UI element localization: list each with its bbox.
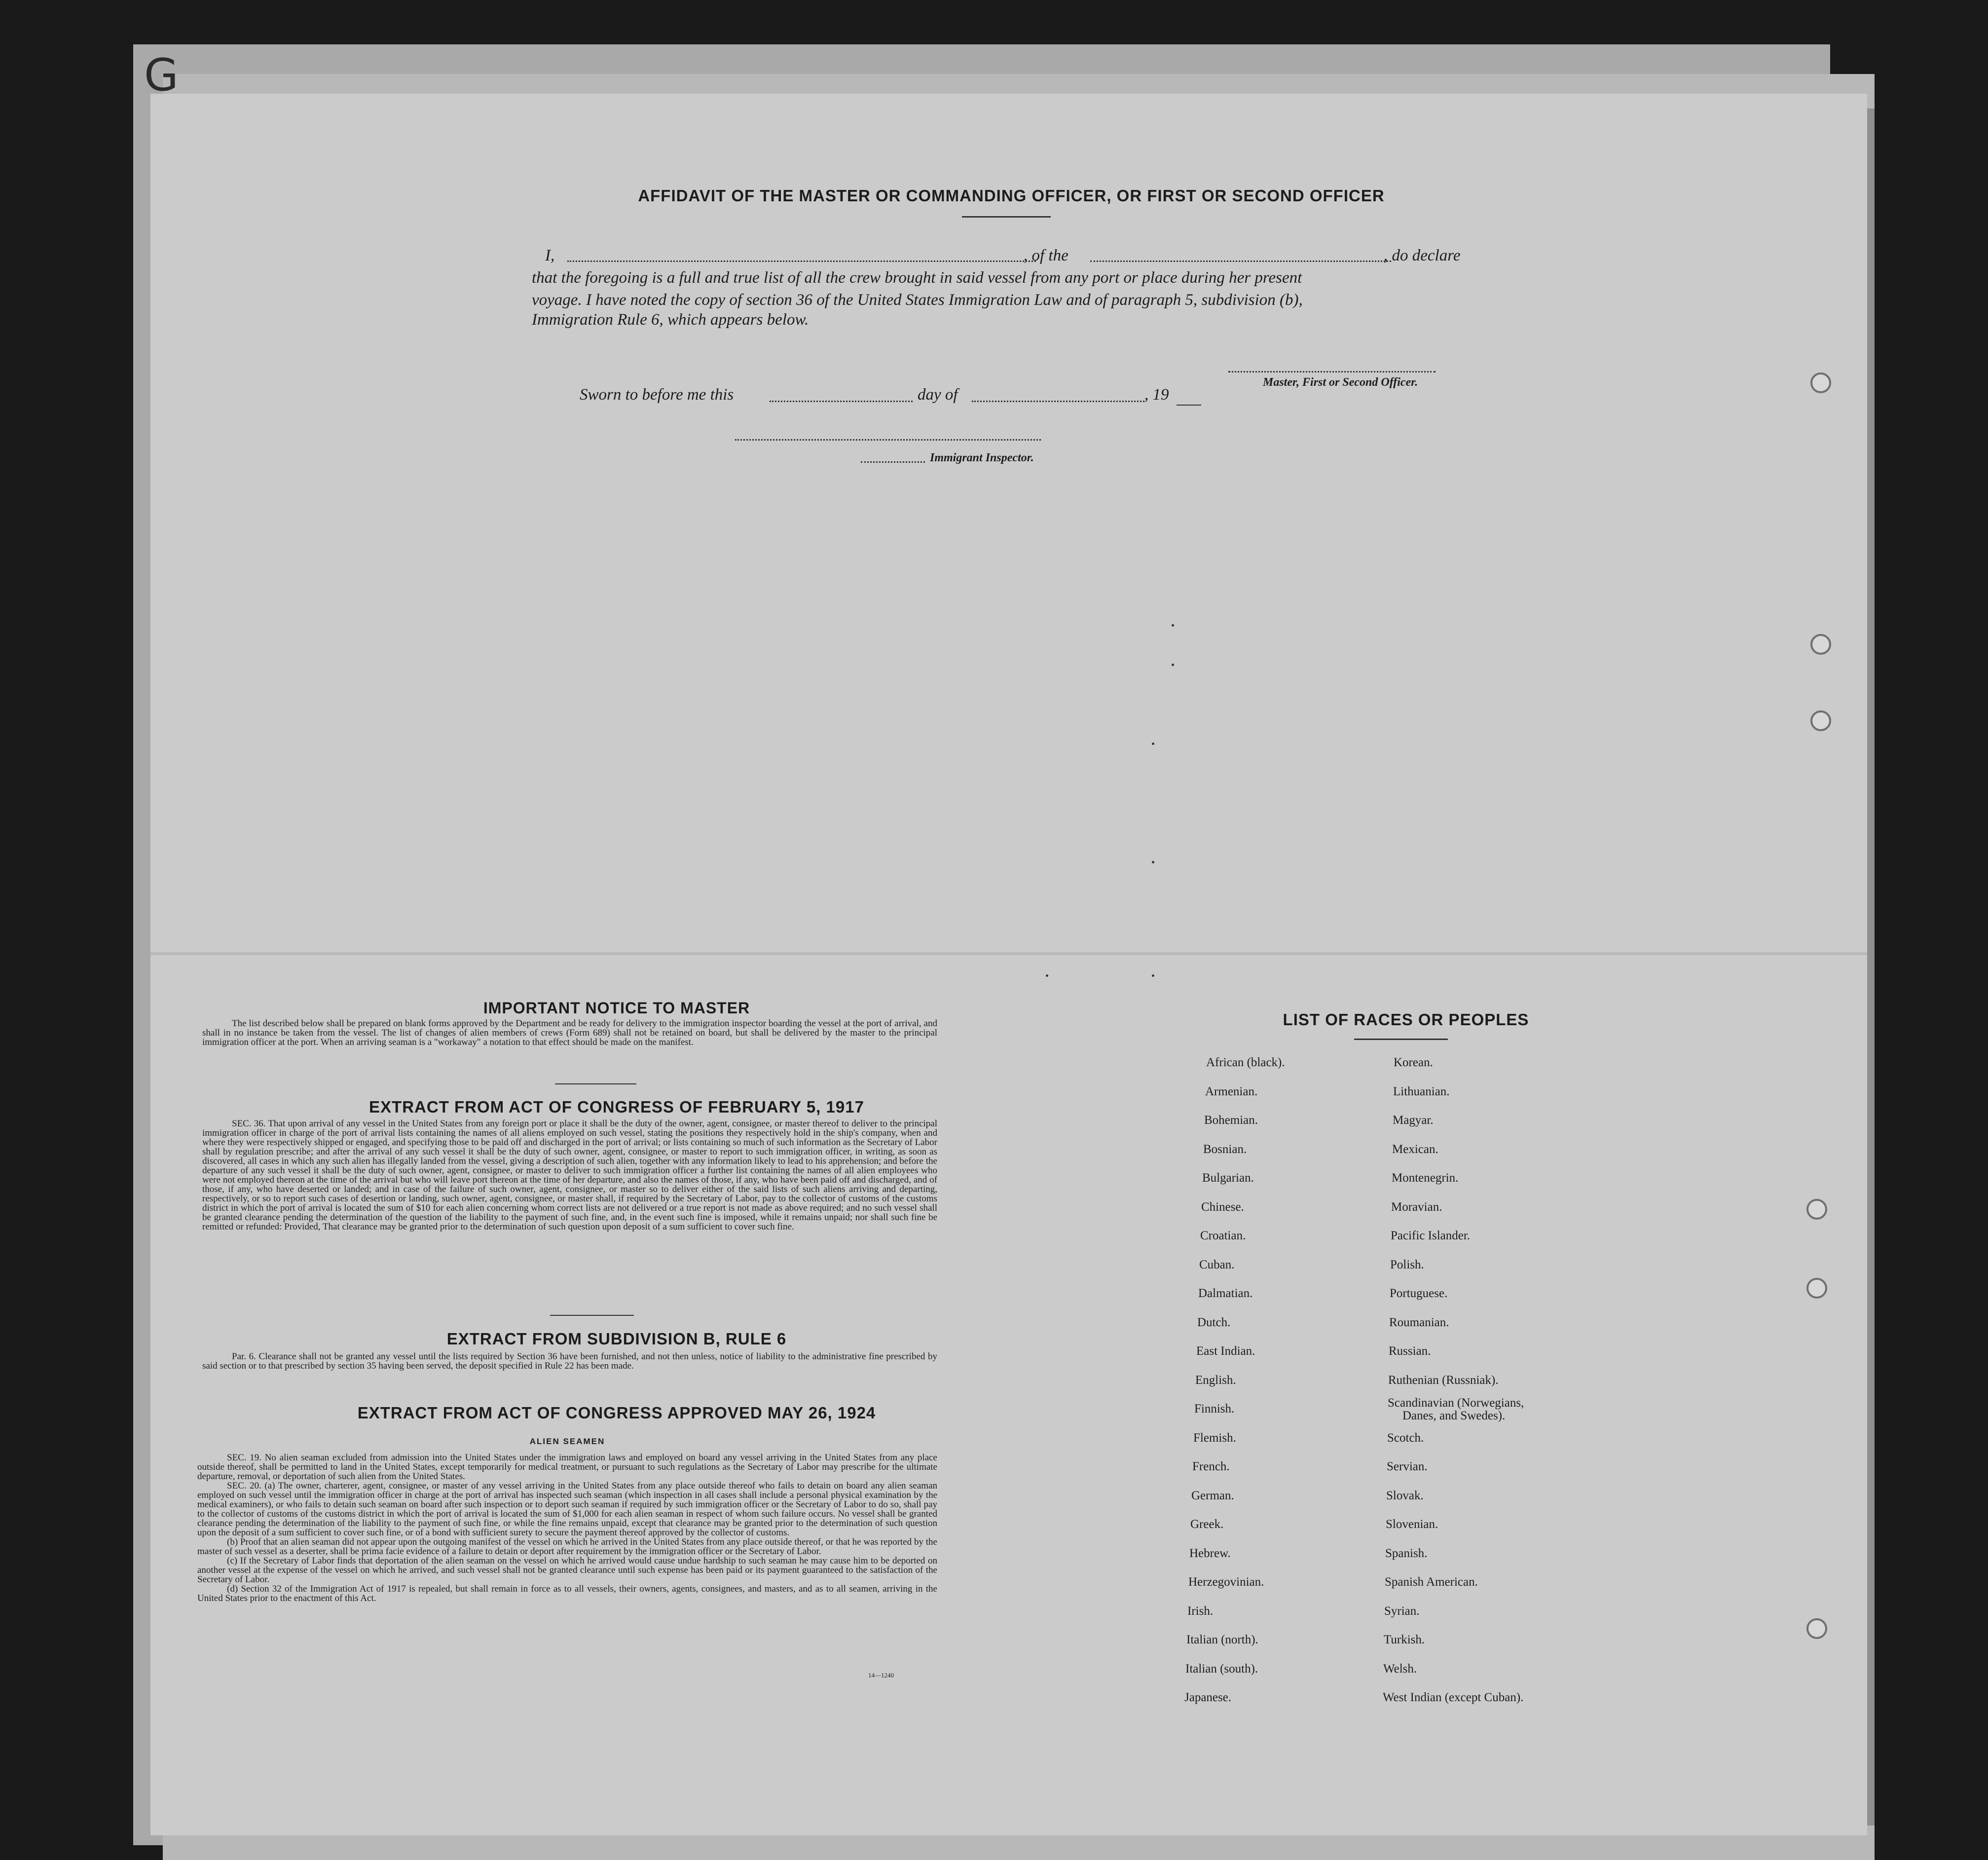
race-item: Scandinavian (Norwegians, bbox=[1388, 1396, 1524, 1410]
race-item: Italian (north). bbox=[1186, 1633, 1258, 1646]
race-item: Greek. bbox=[1190, 1518, 1224, 1531]
race-item: Russian. bbox=[1389, 1344, 1431, 1358]
inspector-prefix-dots bbox=[861, 461, 925, 463]
race-item: Croatian. bbox=[1200, 1229, 1246, 1242]
notice-title: IMPORTANT NOTICE TO MASTER bbox=[483, 999, 750, 1017]
race-item: Servian. bbox=[1387, 1460, 1428, 1473]
punch-hole bbox=[1810, 634, 1831, 655]
affidavit-declare-text: , do declare bbox=[1384, 247, 1461, 264]
extract-rule6-text: Par. 6. Clearance shall not be granted any vessel until the lists required by Section 36 have been furnished, and not then unless, notice of liability to the administrative fine prescribed by said section or to that prescribed by section 35 having been served, the deposit specified in Rule 22 has been made. bbox=[202, 1351, 937, 1371]
page-fold bbox=[150, 952, 1867, 955]
race-item: Armenian. bbox=[1205, 1084, 1258, 1098]
inspector-label: Immigrant Inspector. bbox=[930, 451, 1034, 464]
sec19-text: SEC. 19. No alien seaman excluded from admission into the United States under the immigration laws and employed on board any vessel arriving in the United States from any place outside thereof, shall be permitted to land in the United States, except temporarily for medical treatment, or pursuant to such regulations as the Secretary of Labor may prescribe for the ultimate departure, removal, or deportation of such alien from the United States. bbox=[197, 1452, 937, 1482]
race-item: Irish. bbox=[1187, 1604, 1214, 1618]
race-item: Mexican. bbox=[1392, 1142, 1438, 1156]
notice-text: The list described below shall be prepared on blank forms approved by the Department and be ready for delivery to the immigration inspector boarding the vessel at the port of arrival, and shall in no instance be taken from the vessel. The list of changes of alien members of crews (Form 689) shall not be retained on board, but shall be delivered by the master to the principal immigration officer at the port. When an arriving seaman is a "workaway" a notation to that effect should be made on the manifest. bbox=[202, 1018, 937, 1047]
speck bbox=[1152, 861, 1154, 863]
officer-signature-label: Master, First or Second Officer. bbox=[1263, 376, 1418, 389]
race-item: Slovenian. bbox=[1386, 1518, 1438, 1531]
race-item: Dutch. bbox=[1197, 1315, 1231, 1329]
race-item: Chinese. bbox=[1201, 1200, 1244, 1214]
sec20a-text: SEC. 20. (a) The owner, charterer, agent, consignee, or master of any vessel arriving in the United States from any place outside thereof who fails to detain on board any alien seaman employed on such vessel until the immigration officer in charge at the port of arrival has inspected such seaman (which inspection in all cases shall include a personal physical examination by the medical examiners), or who fails to detain such seaman on board after such inspection or to deport such seaman if required by such immigration officer or the Secretary of Labor to do so, shall pay to the collector of customs of the customs district in which the port of arrival is located the sum of $1,000 for each alien seaman in respect of whom such failure occurs. No vessel shall be granted clearance pending the determination of the liability to the payment of such fine, or while the fine remains unpaid, except that clearance may be granted prior to the determination of such question upon the deposit of a sum sufficient to cover such fine, or of a bond with sufficient surety to secure the payment thereof approved by the collector of customs. bbox=[197, 1481, 937, 1538]
race-item: Japanese. bbox=[1184, 1691, 1232, 1704]
race-item: Scotch. bbox=[1387, 1431, 1424, 1445]
punch-hole bbox=[1810, 372, 1831, 393]
extract-rule6-title: EXTRACT FROM SUBDIVISION B, RULE 6 bbox=[446, 1330, 787, 1348]
punch-hole bbox=[1806, 1199, 1827, 1220]
extract-1917-text: SEC. 36. That upon arrival of any vessel in the United States from any foreign port or place it shall be the duty of the owner, agent, consignee, or master thereof to deliver to the principal immigration officer in charge of the port of arrival lists containing the names of all aliens employed on such vessel, stating the positions they respectively hold in the ship's company, when and where they were respectively shipped or engaged, and specifying those to be paid off and discharged in the port of arrival; or lists containing so much of such information as the Secretary of Labor shall by regulation prescribe; and after the arrival of any such vessel it shall be the duty of such owner, agent, consignee, or master to report to such immigration officer, in writing, as soon as discovered, all cases in which any such alien has illegally landed from the vessel, giving a description of such alien, together with any information likely to lead to his apprehension; and before the departure of any such vessel it shall be the duty of such owner, agent, consignee, or master to deliver to such immigration officer a further list containing the names of all alien employees who were not employed thereon at the time of the arrival but who will leave port thereon at the time of her departure, and also the names of those, if any, who have been paid off and discharged, and of those, if any, who have deserted or landed; and in case of the failure of such owner, agent, consignee, or master so to deliver either of the said lists of such aliens arriving and departing, respectively, or so to report such cases of desertion or landing, such owner, agent, consignee, or master shall, if required by the Secretary of Labor, pay to the collector of customs of the customs district in which the port of arrival is located the sum of $10 for each alien concerning whom correct lists are not delivered or a true report is not made as above required; and no such vessel shall be granted clearance pending the determination of the question of the liability to the payment of such fine, and, in the event such fine is imposed, while it remains unpaid; nor shall such fine be remitted or refunded: Provided, That clearance may be granted prior to the determination of such question upon deposit of a sum sufficient to cover such fine. bbox=[202, 1118, 937, 1232]
sworn-day-blank[interactable] bbox=[770, 401, 913, 402]
sec20b-text: (b) Proof that an alien seaman did not appear upon the outgoing manifest of the vessel on which he arrived in the United States from any place outside thereof, or that he was reported by the master of such vessel as a deserter, shall be prima facie evidence of a failure to detain or deport after requirement by the immigration officer or the Secretary of Labor. bbox=[197, 1537, 937, 1557]
officer-signature-blank[interactable] bbox=[1228, 371, 1436, 372]
punch-hole bbox=[1810, 710, 1831, 731]
race-item: Cuban. bbox=[1199, 1258, 1235, 1271]
affidavit-body-line: Immigration Rule 6, which appears below. bbox=[532, 311, 809, 329]
races-title-underline bbox=[1354, 1039, 1448, 1040]
vessel-name-blank[interactable] bbox=[1090, 260, 1391, 262]
race-item: French. bbox=[1192, 1460, 1230, 1473]
race-item: Flemish. bbox=[1193, 1431, 1236, 1445]
section-divider bbox=[555, 1083, 636, 1084]
race-item: Slovak. bbox=[1386, 1488, 1424, 1502]
affidavit-declarant-prefix: I, bbox=[545, 247, 555, 264]
affidavit-body-line: voyage. I have noted the copy of section 36 of the United States Immigration Law and of paragraph 5, subdivision (b), bbox=[532, 291, 1303, 309]
speck bbox=[1152, 974, 1154, 977]
punch-hole bbox=[1806, 1278, 1827, 1299]
race-item: Korean. bbox=[1394, 1056, 1433, 1069]
race-item: German. bbox=[1191, 1488, 1234, 1502]
declarant-name-blank[interactable] bbox=[567, 260, 1036, 262]
sworn-month-blank[interactable] bbox=[972, 401, 1144, 402]
race-item: Turkish. bbox=[1384, 1633, 1425, 1646]
affidavit-title: AFFIDAVIT OF THE MASTER OR COMMANDING OFFICER, OR FIRST OR SECOND OFFICER bbox=[638, 186, 1385, 205]
corner-handwritten-mark: G bbox=[144, 49, 179, 101]
form-number: 14—1240 bbox=[868, 1672, 894, 1679]
speck bbox=[1172, 664, 1174, 666]
punch-hole bbox=[1806, 1618, 1827, 1639]
sec20c-text: (c) If the Secretary of Labor finds that deportation of the alien seaman on the vessel on which he arrived would cause undue hardship to such seaman he may cause him to be deported on another vessel at the expense of the vessel on which he arrived, and such vessel shall not be granted clearance until such expense has been paid or its payment guaranteed to the satisfaction of the Secretary of Labor. bbox=[197, 1556, 937, 1585]
race-item: Syrian. bbox=[1384, 1604, 1420, 1618]
inspector-signature-blank[interactable] bbox=[735, 439, 1041, 441]
race-item: Welsh. bbox=[1383, 1662, 1417, 1675]
race-item: Italian (south). bbox=[1185, 1662, 1258, 1675]
race-item: Roumanian. bbox=[1389, 1315, 1449, 1329]
race-item: Dalmatian. bbox=[1198, 1287, 1253, 1300]
section-divider bbox=[550, 1315, 634, 1316]
race-item: Hebrew. bbox=[1189, 1546, 1231, 1560]
speck bbox=[1046, 974, 1048, 977]
race-item: Lithuanian. bbox=[1393, 1084, 1450, 1098]
title-underline bbox=[962, 216, 1051, 218]
race-item: Bosnian. bbox=[1203, 1142, 1247, 1156]
race-item: East Indian. bbox=[1196, 1344, 1255, 1358]
affidavit-body-line: that the foregoing is a full and true list of all the crew brought in said vessel from any port or place during her present bbox=[532, 269, 1302, 287]
alien-seamen-heading: ALIEN SEAMEN bbox=[529, 1437, 605, 1446]
race-item: Herzegovinian. bbox=[1188, 1575, 1264, 1589]
sworn-year-blank[interactable] bbox=[1177, 405, 1201, 406]
speck bbox=[1152, 743, 1154, 745]
race-item: Polish. bbox=[1390, 1258, 1424, 1271]
race-item: African (black). bbox=[1206, 1056, 1285, 1069]
speck bbox=[1172, 624, 1174, 627]
extract-1924-title: EXTRACT FROM ACT OF CONGRESS APPROVED MAY 26, 1924 bbox=[357, 1404, 876, 1422]
race-item: Portuguese. bbox=[1390, 1287, 1448, 1300]
affidavit-of-the-text: , of the bbox=[1024, 247, 1068, 264]
race-item: Spanish American. bbox=[1385, 1575, 1478, 1589]
race-item: Bulgarian. bbox=[1202, 1171, 1254, 1185]
sworn-year-prefix: , 19 bbox=[1144, 386, 1169, 404]
race-item: Montenegrin. bbox=[1392, 1171, 1459, 1185]
race-item: Moravian. bbox=[1391, 1200, 1442, 1214]
sworn-prefix: Sworn to before me this bbox=[580, 386, 734, 404]
race-item: Finnish. bbox=[1194, 1402, 1235, 1415]
race-item: Magyar. bbox=[1393, 1114, 1434, 1127]
sworn-day-of: day of bbox=[918, 386, 958, 404]
race-item: Bohemian. bbox=[1204, 1114, 1258, 1127]
race-item: Ruthenian (Russniak). bbox=[1388, 1373, 1499, 1387]
race-item: English. bbox=[1195, 1373, 1236, 1387]
race-item: Pacific Islander. bbox=[1391, 1229, 1471, 1242]
race-item: Spanish. bbox=[1385, 1546, 1428, 1560]
extract-1924-body bbox=[197, 1453, 937, 1603]
races-title: LIST OF RACES OR PEOPLES bbox=[1283, 1010, 1529, 1029]
race-item: Danes, and Swedes). bbox=[1402, 1409, 1506, 1422]
race-item: West Indian (except Cuban). bbox=[1383, 1691, 1524, 1704]
extract-1917-title: EXTRACT FROM ACT OF CONGRESS OF FEBRUARY 5, 1917 bbox=[369, 1098, 864, 1116]
sec20d-text: (d) Section 32 of the Immigration Act of 1917 is repealed, but shall remain in force as to all vessels, their owners, agents, consignees, and masters, and as to all seamen, arriving in the United States prior to the enactment of this Act. bbox=[197, 1584, 937, 1603]
